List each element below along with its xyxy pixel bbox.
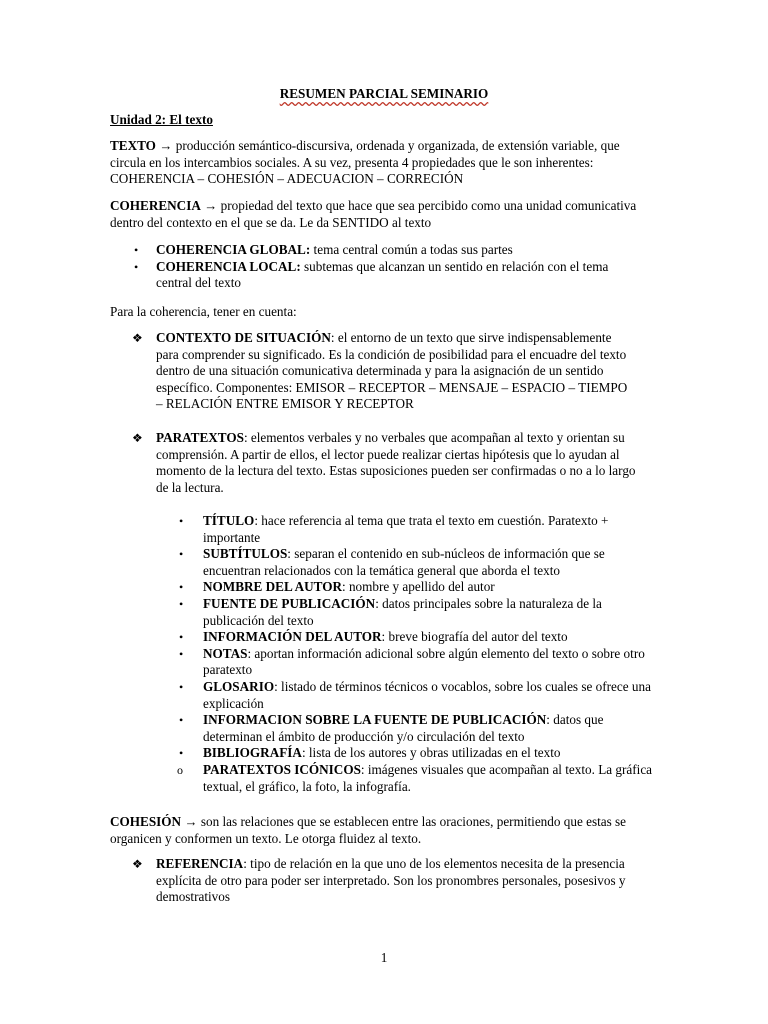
list-item-term: TÍTULO (203, 513, 255, 528)
bullet-icon: • (179, 646, 184, 661)
bullet-icon: • (179, 746, 184, 761)
list-item (179, 745, 653, 762)
bullet-icon: • (134, 243, 139, 257)
unit-title: Unidad 2: El texto (110, 112, 213, 127)
bullet-icon: • (179, 713, 184, 728)
list-item-text: : aportan información adicional sobre algún elemento del texto o sobre otro paratexto (203, 645, 645, 678)
document-title: RESUMEN PARCIAL SEMINARIO (279, 86, 489, 101)
list-item-term: INFORMACION SOBRE LA FUENTE DE PUBLICACIÓN (203, 712, 547, 728)
definition-referencia: : tipo de relación en la que uno de los elementos necesita de la presencia explícita de otro para poder ser interpretado. Son los pronombres personales, posesivos y demostrativos (156, 856, 626, 905)
list-item-text: : lista de los autores y obras utilizadas en el texto (301, 745, 561, 761)
bullet-icon: • (179, 580, 184, 595)
list-item-term: GLOSARIO (203, 678, 275, 694)
bullet-icon: • (134, 259, 139, 274)
list-item (132, 430, 636, 496)
bullet-icon: • (179, 630, 184, 645)
list-item (179, 546, 653, 579)
definition-contexto: : el entorno de un texto que sirve indispensablemente para comprender su significado. Es la condición de posibilidad para el encuadre del texto dentro de una situación comunicativa determinada y para la asignación de un sentido específico. Componentes: EMISOR – RECEPTOR – MENSAJE – ESPACIO – TIEMPO – RELACIÓN ENTRE EMISOR Y RECEPTOR (156, 330, 628, 412)
term-contexto: CONTEXTO DE SITUACIÓN (156, 330, 331, 345)
diamond-bullet-icon: ❖ (132, 431, 143, 445)
list-item-text: : breve biografía del autor del texto (381, 629, 568, 645)
list-item (177, 761, 653, 795)
list-item-term: INFORMACIÓN DEL AUTOR (203, 629, 382, 645)
bullet-icon: • (179, 596, 184, 611)
list-item-text: : separan el contenido en sub-núcleos de información que se encuentran relacionados con la temática general que aborda el texto (203, 546, 605, 578)
list-item (134, 258, 636, 292)
term-cohesion: COHESIÓN (110, 814, 182, 829)
list-item (179, 579, 653, 596)
diamond-bullet-icon: ❖ (132, 857, 143, 871)
term-paratextos: PARATEXTOS (156, 430, 244, 445)
list-item (134, 242, 636, 259)
paratexto-sublist (177, 513, 653, 795)
list-item-text: : nombre y apellido del autor (341, 579, 495, 595)
list-item (179, 645, 653, 679)
term-referencia: REFERENCIA (156, 856, 244, 871)
bullet-icon: • (179, 679, 184, 694)
arrow-icon: → (204, 198, 218, 213)
definition-cohesion: son las relaciones que se establecen entre las oraciones, permitiendo que estas se organicen y conformen un texto. Le otorga fluidez al texto. (110, 814, 627, 846)
list-item (132, 330, 636, 413)
bullet-icon: • (179, 547, 184, 562)
term-texto: TEXTO (110, 138, 156, 153)
circle-bullet-icon: o (177, 762, 183, 777)
list-item-term: COHERENCIA LOCAL: (156, 258, 301, 274)
list-item (179, 678, 653, 712)
definition-coherencia: propiedad del texto que hace que sea percibido como una unidad comunicativa dentro del contexto en el que se da. Le da SENTIDO al texto (110, 198, 637, 230)
definition-paratextos: : elementos verbales y no verbales que acompañan al texto y orientan su comprensión. A partir de ellos, el lector puede realizar ciertas hipótesis que lo ayudan al momento de la lectura del texto. Estas suposiciones pueden ser confirmadas o no a lo largo de la lectura. (156, 430, 636, 495)
paragraph-cohesion (110, 814, 655, 847)
list-item-text: : hace referencia al tema que trata el texto em cuestión. Paratexto + importante (203, 513, 609, 545)
list-item (179, 712, 653, 745)
paragraph-coherencia (110, 198, 655, 231)
list-item (179, 513, 653, 546)
list-item-text: tema central común a todas sus partes (310, 242, 513, 257)
diamond-bullet-icon: ❖ (132, 331, 143, 345)
list-item-term: COHERENCIA GLOBAL: (156, 242, 311, 257)
list-item-text: : listado de términos técnicos o vocablos, sobre los cuales se ofrece una explicación (203, 678, 651, 711)
list-item (132, 856, 636, 906)
coherencia-list (134, 242, 636, 292)
list-item-text: : datos principales sobre la naturaleza de la publicación del texto (203, 595, 602, 628)
paragraph-texto (110, 138, 655, 188)
page-number: 1 (380, 950, 388, 965)
list-item-term: BIBLIOGRAFÍA (203, 745, 302, 761)
list-item (179, 629, 653, 646)
list-item-term: PARATEXTOS ICÓNICOS (203, 761, 361, 777)
list-item (179, 595, 653, 629)
list-item-term: NOTAS (203, 645, 248, 661)
list-item-term: NOMBRE DEL AUTOR (203, 579, 342, 595)
paratextos-item (132, 430, 636, 496)
bullet-icon: • (179, 514, 184, 528)
arrow-icon: → (159, 138, 173, 153)
contexto-item (132, 330, 636, 413)
arrow-icon: → (184, 814, 198, 829)
list-item-term: FUENTE DE PUBLICACIÓN (203, 595, 376, 611)
list-item-text: subtemas que alcanzan un sentido en relación con el tema central del texto (156, 258, 609, 291)
unit-heading (110, 112, 655, 129)
definition-texto: producción semántico-discursiva, ordenada y organizada, de extensión variable, que circula en los intercambios sociales. A su vez, presenta 4 propiedades que le son inherentes: COHERENCIA – COHESIÓN – ADECUACION – CORRECIÓN (110, 138, 620, 187)
list-item-text: : datos que determinan el ámbito de producción y/o circulación del texto (203, 712, 604, 744)
list-item-term: SUBTÍTULOS (203, 546, 288, 562)
referencia-item (132, 856, 636, 906)
para-coherencia-note: Para la coherencia, tener en cuenta: (110, 304, 297, 319)
term-coherencia: COHERENCIA (110, 198, 201, 213)
list-item-text: : imágenes visuales que acompañan al texto. La gráfica textual, el gráfico, la foto, la infografía. (203, 761, 653, 794)
